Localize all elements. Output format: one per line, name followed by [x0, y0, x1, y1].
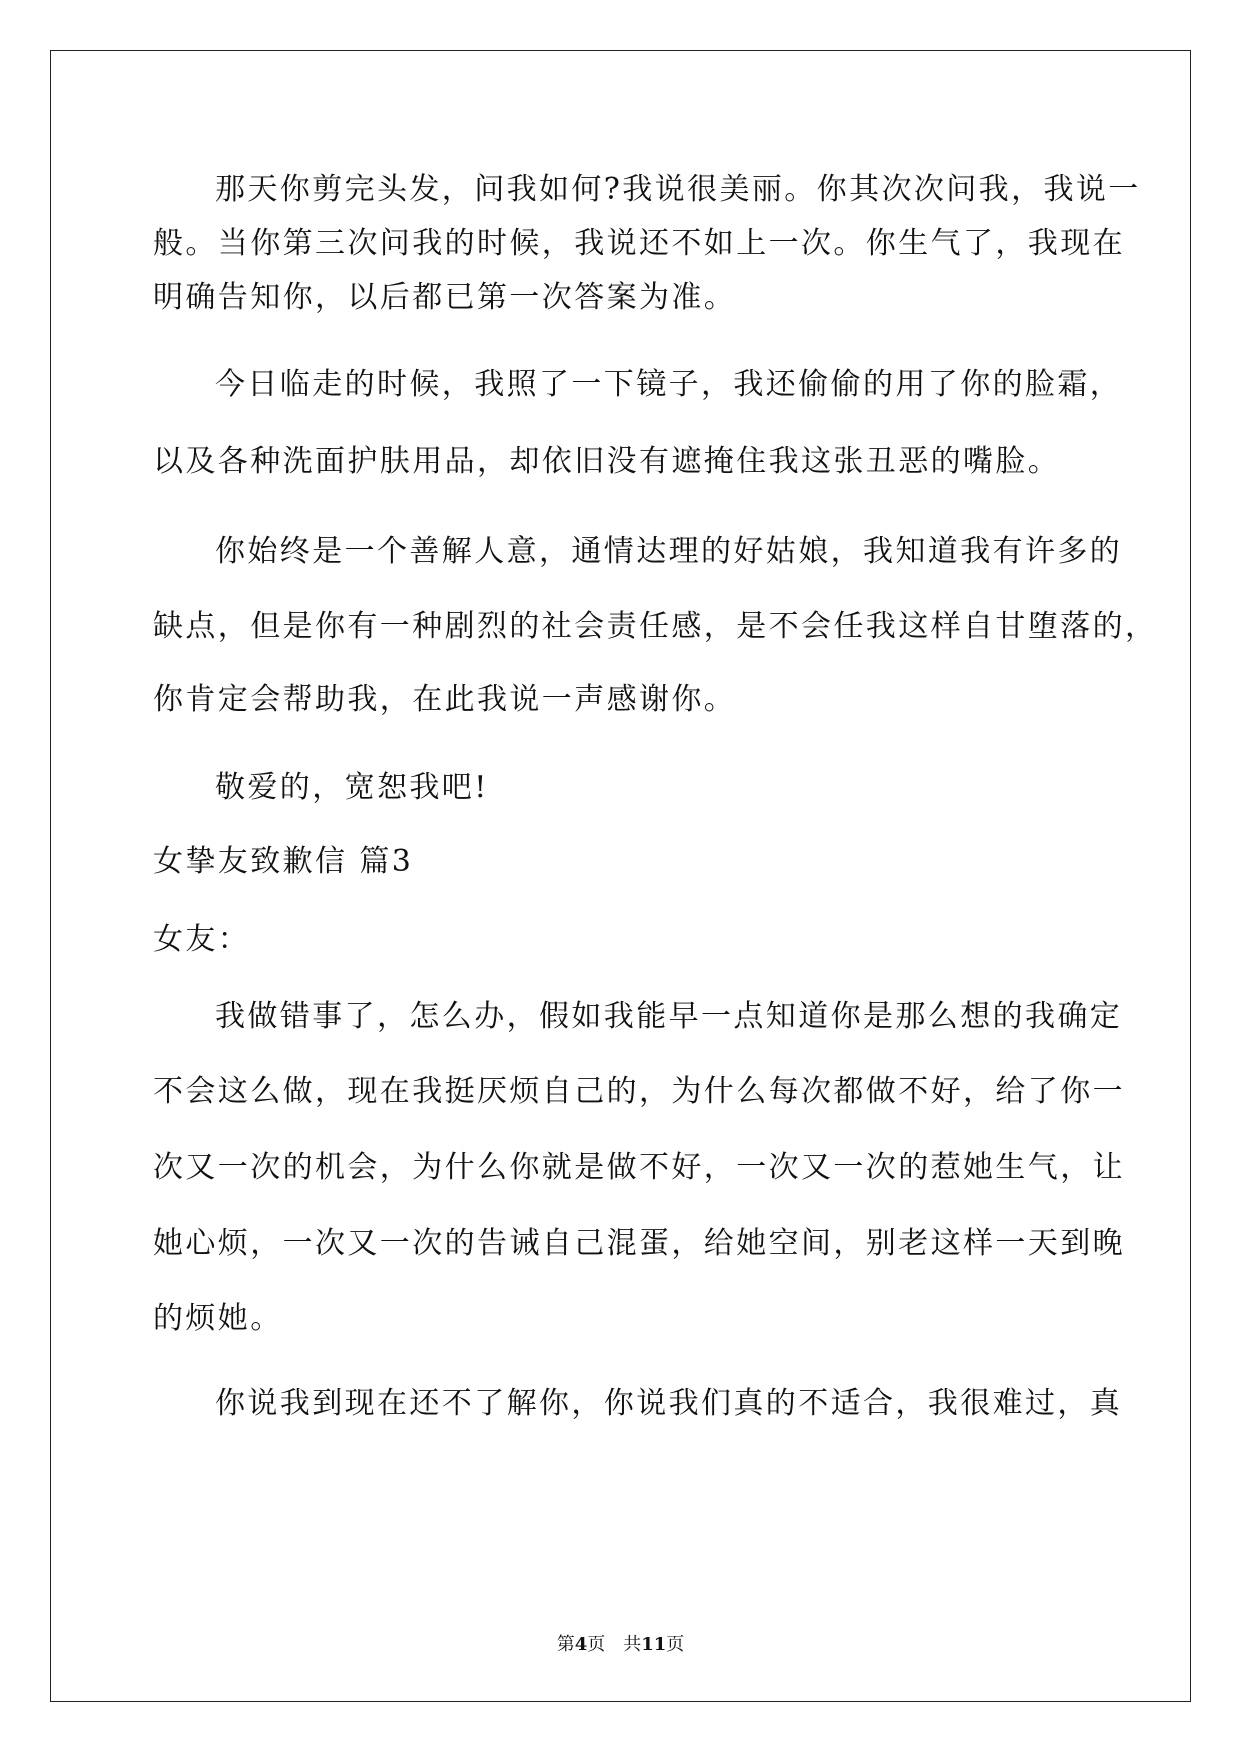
footer-mid: 页 共 [587, 1634, 642, 1655]
section-heading: 女挚友致歉信 篇3 [153, 844, 414, 879]
paragraph-line: 你说我到现在还不了解你，你说我们真的不适合，我很难过，真 [215, 1386, 1123, 1421]
current-page-number: 4 [574, 1634, 588, 1655]
paragraph-line: 你肯定会帮助我，在此我说一声感谢你。 [153, 682, 737, 717]
paragraph-line: 你始终是一个善解人意，通情达理的好姑娘，我知道我有许多的 [215, 534, 1123, 569]
total-page-number: 11 [641, 1634, 667, 1655]
paragraph-line: 她心烦，一次又一次的告诫自己混蛋，给她空间，别老这样一天到晚 [153, 1226, 1125, 1261]
paragraph-line: 以及各种洗面护肤用品，却依旧没有遮掩住我这张丑恶的嘴脸。 [153, 444, 1061, 479]
paragraph-line: 般。当你第三次问我的时候，我说还不如上一次。你生气了，我现在 [153, 226, 1125, 261]
paragraph-line: 那天你剪完头发，问我如何?我说很美丽。你其次次问我，我说一 [215, 172, 1141, 207]
paragraph-line: 次又一次的机会，为什么你就是做不好，一次又一次的惹她生气，让 [153, 1150, 1125, 1185]
page-footer [0, 1633, 1241, 1657]
paragraph-line: 我做错事了，怎么办，假如我能早一点知道你是那么想的我确定 [215, 999, 1123, 1034]
paragraph-line: 明确告知你，以后都已第一次答案为准。 [153, 280, 737, 315]
paragraph-line: 今日临走的时候，我照了一下镜子，我还偷偷的用了你的脸霜， [215, 367, 1123, 402]
footer-prefix: 第 [556, 1634, 575, 1655]
paragraph-line: 不会这么做，现在我挺厌烦自己的，为什么每次都做不好，给了你一 [153, 1074, 1125, 1109]
salutation: 女友： [153, 922, 251, 957]
paragraph-line: 缺点，但是你有一种剧烈的社会责任感，是不会任我这样自甘堕落的， [153, 609, 1158, 644]
footer-suffix: 页 [666, 1634, 685, 1655]
paragraph-line: 敬爱的，宽恕我吧! [215, 770, 489, 805]
paragraph-line: 的烦她。 [153, 1301, 283, 1336]
